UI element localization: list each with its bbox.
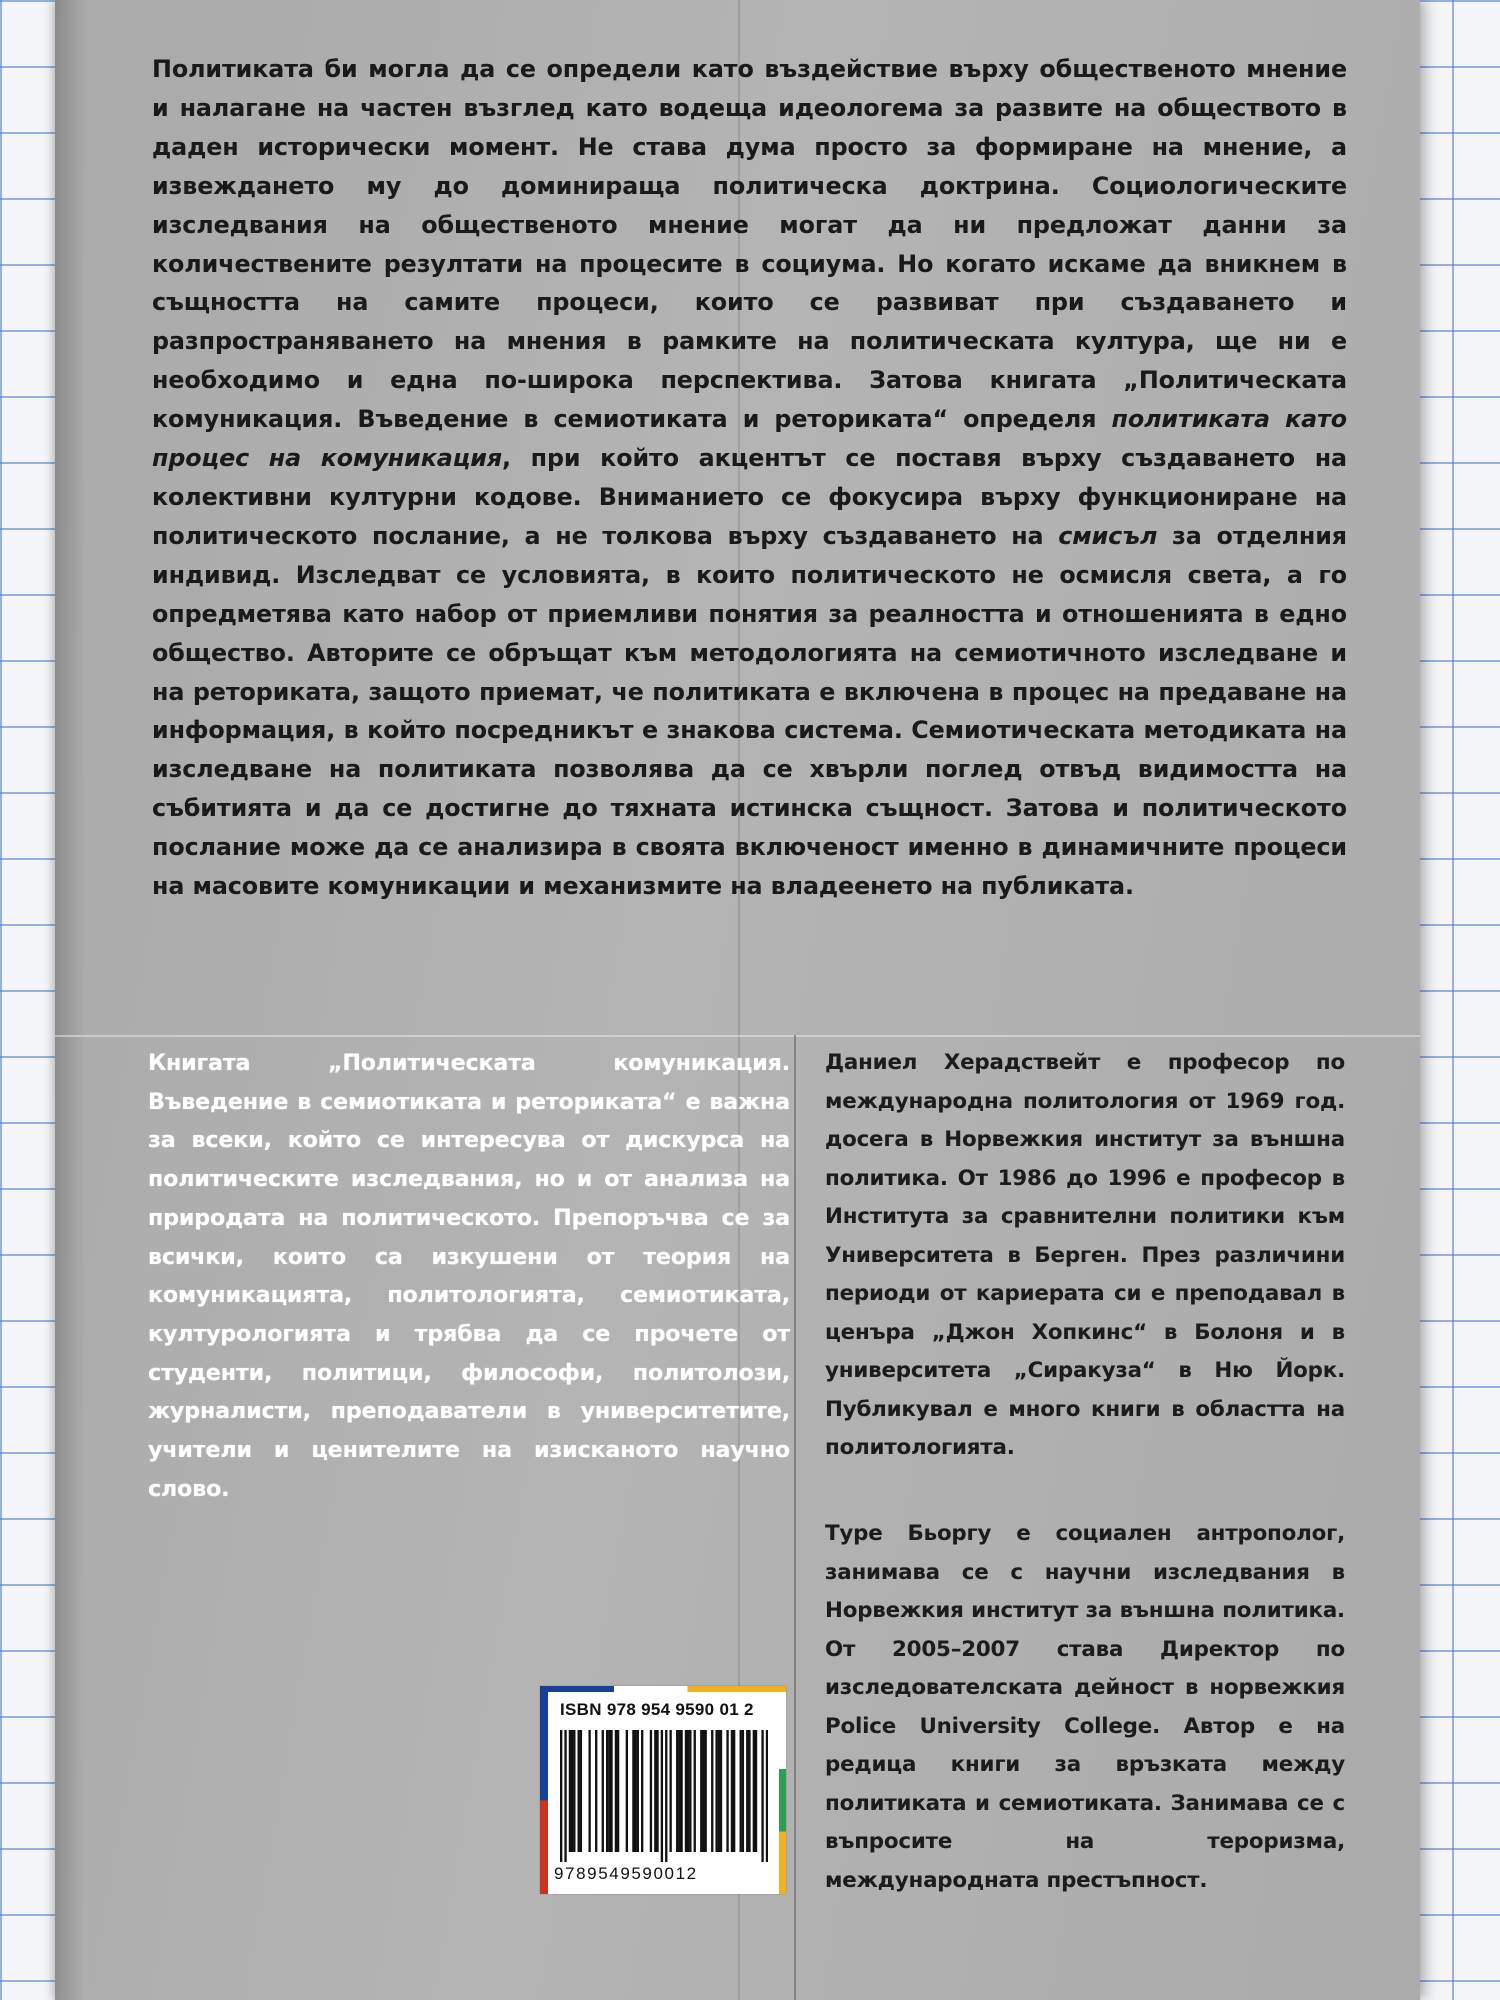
barcode-bar (715, 1730, 717, 1852)
barcode-bar (569, 1730, 571, 1852)
barcode-bar (711, 1730, 713, 1852)
barcode-bar (753, 1730, 755, 1852)
barcode-bar (746, 1730, 748, 1852)
barcode-color-stripe-left (540, 1686, 548, 1894)
barcode-bar (637, 1730, 639, 1852)
isbn-number: ISBN 978 954 9590 01 2 (560, 1700, 754, 1719)
barcode-bar (608, 1730, 610, 1852)
cover-crease-horizontal (55, 1035, 1420, 1037)
main-blurb-text (152, 50, 1347, 906)
barcode-bar (689, 1730, 691, 1852)
barcode-bar (702, 1730, 704, 1852)
barcode-bar (766, 1730, 768, 1862)
barcode-bar (650, 1730, 652, 1852)
barcode-bar (748, 1730, 750, 1852)
barcode-bars (560, 1730, 768, 1862)
barcode-bar (720, 1730, 722, 1852)
barcode-bar (571, 1730, 573, 1852)
main-blurb-italic-2: смисъл (1058, 521, 1158, 550)
barcode-bar (602, 1730, 604, 1852)
barcode-bar (700, 1730, 702, 1852)
barcode-bar (676, 1730, 678, 1852)
barcode-bar (588, 1730, 590, 1852)
author-bio-bjorgo: Туре Бьоргу е социален антрополог, занимава се с научни изследвания в Норвежкия институт за външна политика. От 2005–2007 става Директор по изследователската дейност в норвежкия Police University College. Автор е на редица книги за връзката между политиката и семиотиката. Занимава се с въпросите на тероризма, международната престъпност. (825, 1521, 1345, 1893)
recommendation-text: Книгата „Политическата комуникация. Въведение в семиотиката и реториката“ е важна за всеки, който се интересува от дискурса на политическите изследвания, но и от анализа на природата на политическото. Препоръчва се за всички, които са изкушени от теория на комуникацията, политологията, семиотиката, културологията и трябва да се прочете от студенти, политици, философи, политолози, журналисти, преподаватели в университетите, учители и ценителите на изисканото научно слово. (148, 1050, 790, 1502)
barcode-bar (665, 1730, 667, 1862)
barcode-color-stripe-top (540, 1686, 786, 1692)
main-blurb-part-2: , при който акцентът се поставя върху създаването на колективни културни кодове. Вниманието се фокусира върху функциониране на политическото послание, а не толкова върху създаването на (152, 444, 1347, 550)
barcode-bar (656, 1730, 658, 1852)
isbn-barcode-label (540, 1686, 786, 1894)
barcode-bar (740, 1730, 742, 1852)
barcode-bar (610, 1730, 612, 1852)
barcode-bar (661, 1730, 663, 1862)
ean-digits: 9789549590012 (554, 1864, 698, 1883)
barcode-bar (678, 1730, 680, 1852)
barcode-bar (595, 1730, 597, 1852)
barcode-bar (634, 1730, 636, 1852)
barcode-bar (626, 1730, 628, 1852)
barcode-bar (742, 1730, 744, 1852)
barcode-bar (761, 1730, 763, 1862)
barcode-bar (617, 1730, 619, 1852)
barcode-bar (615, 1730, 617, 1852)
barcode-bar (578, 1730, 580, 1852)
barcode-bar (654, 1730, 656, 1852)
barcode-color-stripe-right (779, 1769, 786, 1894)
barcode-bar (731, 1730, 733, 1852)
barcode-bar (606, 1730, 608, 1852)
barcode-bar (687, 1730, 689, 1852)
barcode-bar (632, 1730, 634, 1852)
barcode-bar (685, 1730, 687, 1852)
barcode-bar (564, 1730, 566, 1862)
barcode-bar (705, 1730, 707, 1852)
barcode-bar (641, 1730, 643, 1852)
author-bio-heradstveit: Даниел Херадствейт е професор по международна политология от 1969 год. досега в Норвежкия институт за външна политика. От 1986 до 1996 е професор в Института за сравнителни политики към Университета в Берген. През различини периоди от кариерата си е преподавал в ценъра „Джон Хопкинс“ в Болоня и в университета „Сиракуза“ в Ню Йорк. Публикувал е много книги в областта на политологията. (825, 1050, 1345, 1460)
main-blurb-part-1: Политиката би могла да се определи като въздействие върху общественото мнение и налагане на частен възглед като водеща идеологема за развите на обществото в даден исторически момент. Не става дума просто за формиране на мнение, а извеждането му до доминираща политическа доктрина. Социологическите изследвания на общественото мнение могат да ни предложат данни за количествените резултати на процесите в социума. Но когато искаме да вникнем в същността на самите процеси, които се развиват при създаването и разпространяването на мнения в рамките на политическата култура, ще ни е необходимо и една по-широка перспектива. Затова книгата „Политическата комуникация. Въведение в семиотиката и реториката“ определя (152, 55, 1347, 434)
barcode-bar (726, 1730, 728, 1852)
barcode-bar (680, 1730, 682, 1852)
main-blurb-italic-1: политиката като процес на комуникация (152, 405, 1348, 473)
main-blurb-part-3: за отделния индивид. Изследват се условията, в които политическото не осмисля света, а го опредметява като набор от приемливи понятия за реалността и отношенията в едно общество. Авторите се обръщат към методологията на семиотичното изследване и на реториката, защото приемат, че политиката е включена в процес на предаване на информация, в който посредникът е знакова система. Семиотическата методиката на изследване на политиката позволява да се хвърли поглед отвъд видимостта на събитията и да се достигне до тяхната истинска същност. Затова и политическото послание може да се анализира в своята включеност именно в динамичните процеси на масовите комуникации и механизмите на владеенето на публиката. (152, 521, 1347, 901)
barcode-bar (733, 1730, 735, 1852)
barcode-bar (755, 1730, 757, 1852)
barcode-bar (718, 1730, 720, 1852)
barcode-bar (573, 1730, 575, 1852)
barcode-bar (580, 1730, 582, 1852)
barcode-bar (560, 1730, 562, 1862)
barcode-bar (694, 1730, 696, 1852)
column-divider (794, 1035, 796, 2000)
barcode-bar (669, 1730, 671, 1852)
